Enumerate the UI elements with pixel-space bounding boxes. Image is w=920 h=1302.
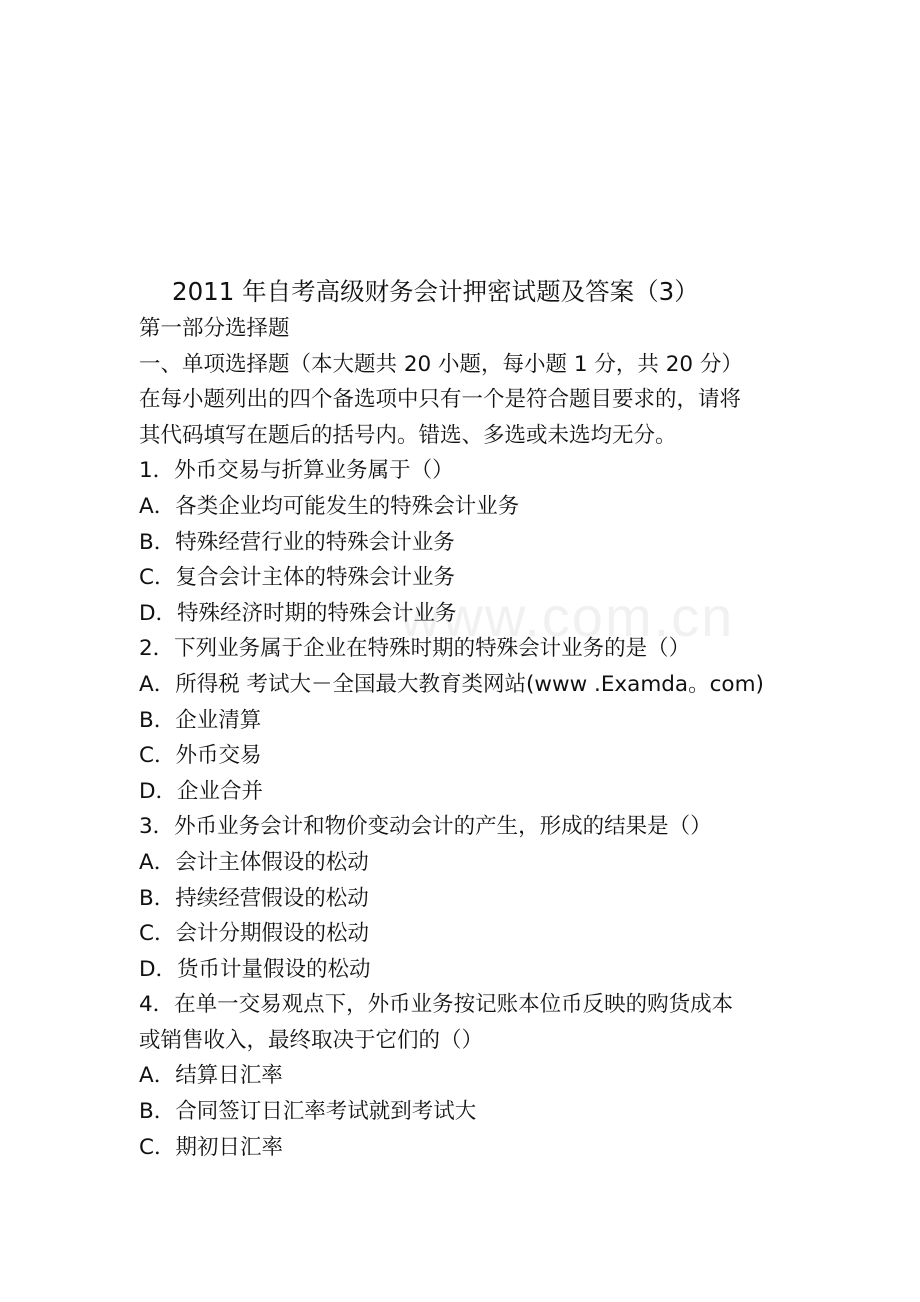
question-4-option-c: C．期初日汇率: [139, 1134, 284, 1160]
question-1: 1．外币交易与折算业务属于（）: [139, 458, 454, 484]
question-3-option-c: C．会计分期假设的松动: [139, 921, 370, 947]
instructions-text: 其代码填写在题后的括号内。错选、多选或未选均无分。: [139, 422, 677, 448]
question-4-option-a: A．结算日汇率: [139, 1063, 283, 1089]
question-1-option-a: A．各类企业均可能发生的特殊会计业务: [139, 493, 520, 519]
instructions-heading: 一、单项选择题（本大题共 20 小题，每小题 1 分，共 20 分）: [139, 351, 743, 377]
question-3-option-a: A．会计主体假设的松动: [139, 849, 369, 875]
question-1-option-c: C．复合会计主体的特殊会计业务: [139, 565, 456, 591]
instructions-text: 在每小题列出的四个备选项中只有一个是符合题目要求的，请将: [139, 387, 742, 413]
question-1-option-d: D．特殊经济时期的特殊会计业务: [139, 600, 457, 626]
document-title: 2011 年自考高级财务会计押密试题及答案（3）: [172, 277, 699, 306]
question-2-option-b: B．企业清算: [139, 707, 262, 733]
question-2-option-c: C．外币交易: [139, 743, 262, 769]
question-3-option-d: D．货币计量假设的松动: [139, 956, 371, 982]
question-2: 2．下列业务属于企业在特殊时期的特殊会计业务的是（）: [139, 636, 691, 662]
question-2-option-a: A．所得税 考试大－全国最大教育类网站(www .Examda。com): [139, 671, 764, 697]
document-body: [139, 311, 799, 1165]
section-heading: 第一部分选择题: [139, 316, 290, 341]
question-1-option-b: B．特殊经营行业的特殊会计业务: [139, 529, 455, 555]
question-4-option-b: B．合同签订日汇率考试就到考试大: [139, 1099, 477, 1125]
question-3: 3．外币业务会计和物价变动会计的产生，形成的结果是（）: [139, 814, 712, 840]
question-2-option-d: D．企业合并: [139, 778, 264, 804]
question-3-option-b: B．持续经营假设的松动: [139, 885, 369, 911]
question-4: 4．在单一交易观点下，外币业务按记账本位币反映的购货成本: [139, 992, 734, 1018]
question-4-continued: 或销售收入，最终取决于它们的（）: [139, 1027, 484, 1053]
watermark: www.com.cn: [400, 585, 735, 648]
